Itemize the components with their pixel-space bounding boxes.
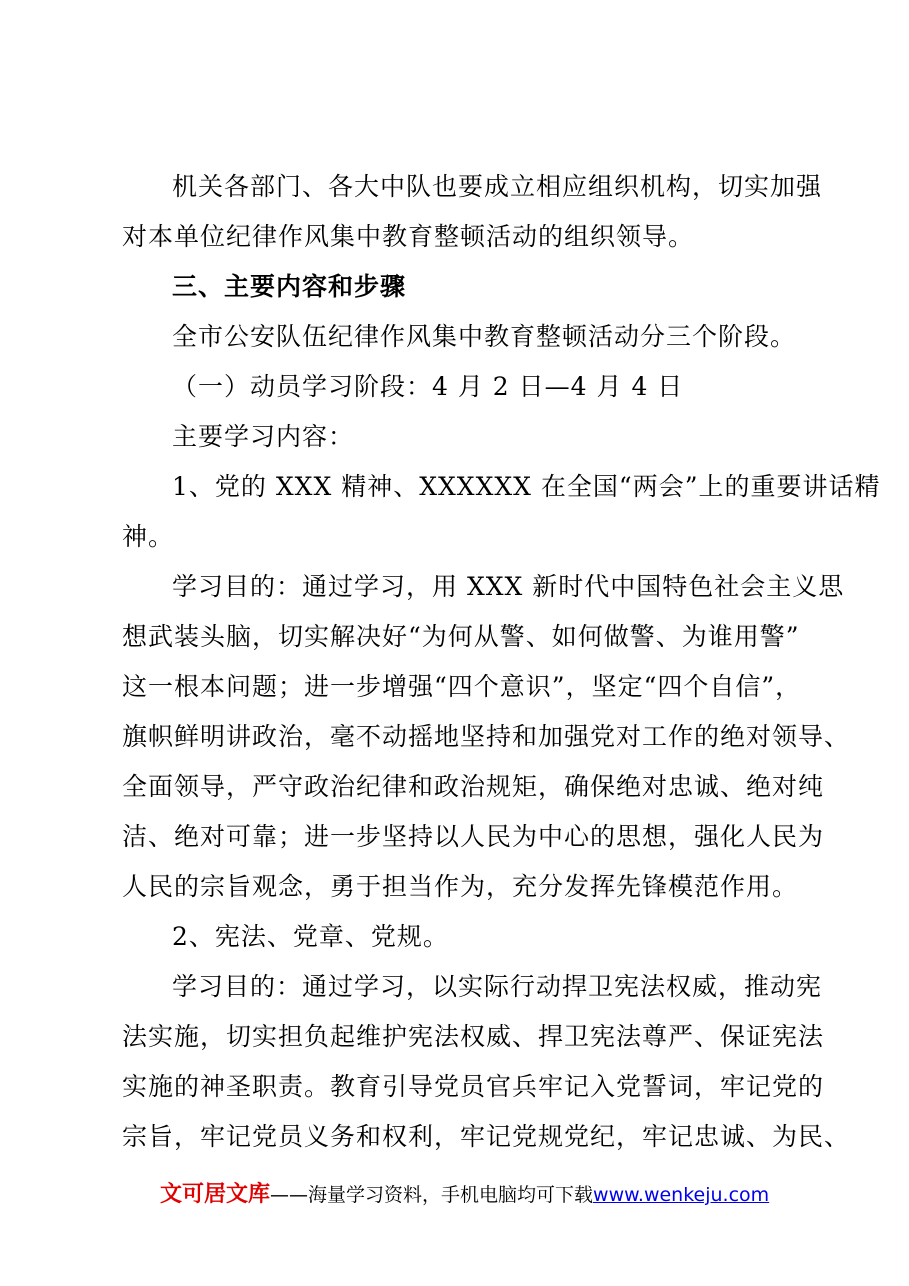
footer-banner	[160, 1180, 769, 1210]
paragraph-line: 主要学习内容：	[172, 422, 355, 451]
paragraph-line: 这一根本问题；进一步增强“四个意识”，坚定“四个自信”，	[122, 672, 802, 701]
paragraph-line: 洁、绝对可靠；进一步坚持以人民为中心的思想，强化人民为	[122, 822, 825, 851]
list-item-line: 2、宪法、党章、党规。	[172, 922, 449, 951]
list-item-line: 神。	[122, 522, 175, 551]
paragraph-line: 学习目的：通过学习，以实际行动捍卫宪法权威，推动宪	[172, 972, 823, 1001]
paragraph-line: 全市公安队伍纪律作风集中教育整顿活动分三个阶段。	[172, 322, 797, 351]
list-item-line: 1、党的 XXX 精神、XXXXXX 在全国“两会”上的重要讲话精	[172, 472, 881, 501]
footer-link[interactable]: www.wenkeju.com	[593, 1184, 770, 1206]
paragraph-line: 人民的宗旨观念，勇于担当作为，充分发挥先锋模范作用。	[122, 872, 799, 901]
paragraph-line: 机关各部门、各大中队也要成立相应组织机构，切实加强	[172, 172, 823, 201]
section-heading: 三、主要内容和步骤	[172, 272, 407, 301]
paragraph-line: 对本单位纪律作风集中教育整顿活动的组织领导。	[122, 222, 695, 251]
paragraph-line: 学习目的：通过学习，用 XXX 新时代中国特色社会主义思	[172, 572, 845, 601]
paragraph-line: 宗旨，牢记党员义务和权利，牢记党规党纪，牢记忠诚、为民、	[122, 1122, 851, 1151]
paragraph-line: 旗帜鲜明讲政治，毫不动摇地坚持和加强党对工作的绝对领导、	[122, 722, 851, 751]
paragraph-line: 法实施，切实担负起维护宪法权威、捍卫宪法尊严、保证宪法	[122, 1022, 825, 1051]
footer-brand: 文可居文库	[160, 1182, 271, 1207]
paragraph-line: 想武装头脑，切实解决好“为何从警、如何做警、为谁用警”	[122, 622, 800, 651]
paragraph-line: 实施的神圣职责。教育引导党员官兵牢记入党誓词，牢记党的	[122, 1072, 825, 1101]
subsection-heading: （一）动员学习阶段：4 月 2 日—4 月 4 日	[172, 372, 684, 401]
footer-slogan: ——海量学习资料，手机电脑均可下载	[270, 1184, 594, 1206]
paragraph-line: 全面领导，严守政治纪律和政治规矩，确保绝对忠诚、绝对纯	[122, 772, 825, 801]
